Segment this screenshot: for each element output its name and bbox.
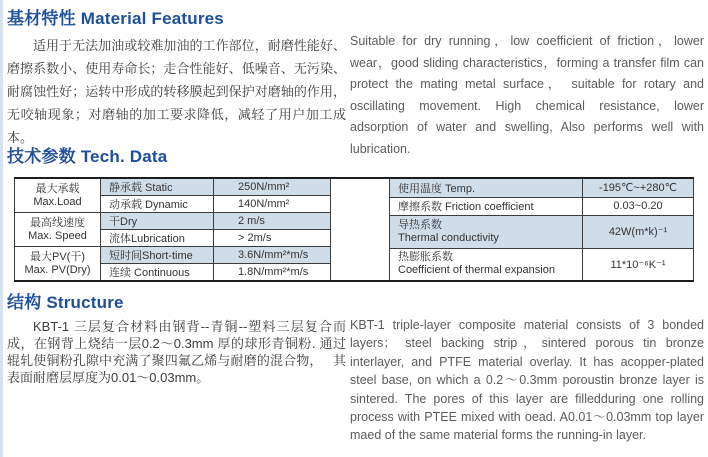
material-features-text-en: Suitable for dry running，low coefficient of friction，lower wear，good sliding characteristics，forming a transfer film can protect the mating metal surface， suitable for rotary and oscillating movement. High chemical resistance, lower adsorption of water and swelling, Also performs well with lubrication. xyxy=(350,34,704,156)
category-label-zh: 最大PV(干) xyxy=(30,250,85,263)
section-title-material-features: 基材特性 Material Features xyxy=(7,9,224,28)
param-label-zh: 热膨胀系数 xyxy=(398,251,453,264)
param-value: 140N/mm² xyxy=(214,196,331,213)
table-row xyxy=(390,197,694,216)
table-row xyxy=(390,248,694,280)
param-value: 11*10⁻⁶K⁻¹ xyxy=(583,248,694,280)
tech-table-right xyxy=(389,179,694,280)
param-value: 3.6N/mm²*m/s xyxy=(214,247,331,264)
param-value: 2 m/s xyxy=(214,213,331,230)
param-label: 连续 Continuous xyxy=(101,264,214,281)
table-row xyxy=(15,247,331,264)
category-label-zh: 最大承载 xyxy=(35,182,80,195)
param-value: 42W(m*k)⁻¹ xyxy=(583,216,694,249)
param-label: 干Dry xyxy=(101,213,214,230)
structure-text-zh: KBT-1 三层复合材料由钢背--青铜--塑料三层复合而成，在钢背上烧结一层0.2～0.3mm 厚的球形青铜粉. 通过辊轧使铜粉孔隙中充满了聚四氟乙烯与耐磨的混合物， 其表面耐磨层厚度为0.01～0.03mm。 xyxy=(7,319,346,385)
param-label: 摩擦系数 Friction coefficient xyxy=(390,197,583,216)
category-label-en: Max.Load xyxy=(33,195,82,208)
param-label: 使用温度 Temp. xyxy=(390,179,583,197)
param-label: 静承载 Static xyxy=(101,179,214,196)
param-value: 250N/mm² xyxy=(214,179,331,196)
category-max-load xyxy=(15,179,101,213)
category-label-zh: 最高线速度 xyxy=(30,216,85,229)
table-row xyxy=(390,179,694,197)
category-max-pv xyxy=(15,247,101,281)
param-value: 1.8N/mm²*m/s xyxy=(214,264,331,281)
tech-data-table xyxy=(14,177,694,282)
section-title-tech-data: 技术参数 Tech. Data xyxy=(7,147,168,166)
param-label-en: Thermal conductivity xyxy=(398,231,499,244)
material-features-text-zh: 适用于无法加油或较难加油的工作部位，耐磨性能好、磨擦系数小、使用寿命长；走合性能好、低噪音、无污染、耐腐蚀性好；运转中形成的转移膜起到保护对磨轴的作用，无咬轴现象；对磨轴的加工要求降低，减轻了用户加工成本。 xyxy=(7,38,346,145)
category-label-en: Max. Speed xyxy=(28,229,87,242)
tech-table-left xyxy=(14,179,331,280)
table-row xyxy=(15,213,331,230)
section-title-structure: 结构 Structure xyxy=(7,293,124,312)
param-value: -195℃~+280℃ xyxy=(583,179,694,197)
structure-text-en: KBT-1 triple-layer composite material consists of 3 bonded layers； steel backing strip，sintered porous tin bronze interlayer, and PTFE material overlay. It has acopper-plated steel base, on which a 0.2～0.3mm poroustin bronze layer is sintered. The pores of this layer are filledduring one rolling process with PTEE mixed with oead. A0.01～0.03mm top layer maed of the same material forms the running-in layer. xyxy=(350,318,704,443)
param-value: 0.03~0.20 xyxy=(583,197,694,216)
param-label xyxy=(390,216,583,249)
param-label-en: Coefficient of thermal expansion xyxy=(398,264,555,277)
param-label-zh: 导热系数 xyxy=(398,218,442,231)
param-label xyxy=(390,248,583,280)
table-row xyxy=(390,216,694,249)
table-row xyxy=(15,179,331,196)
param-label: 流体Lubrication xyxy=(101,230,214,247)
param-value: > 2m/s xyxy=(214,230,331,247)
category-label-en: Max. PV(Dry) xyxy=(24,263,91,276)
param-label: 动承载 Dynamic xyxy=(101,196,214,213)
param-label: 短时间Short-time xyxy=(101,247,214,264)
page-edge-strip xyxy=(0,0,3,457)
category-max-speed xyxy=(15,213,101,247)
